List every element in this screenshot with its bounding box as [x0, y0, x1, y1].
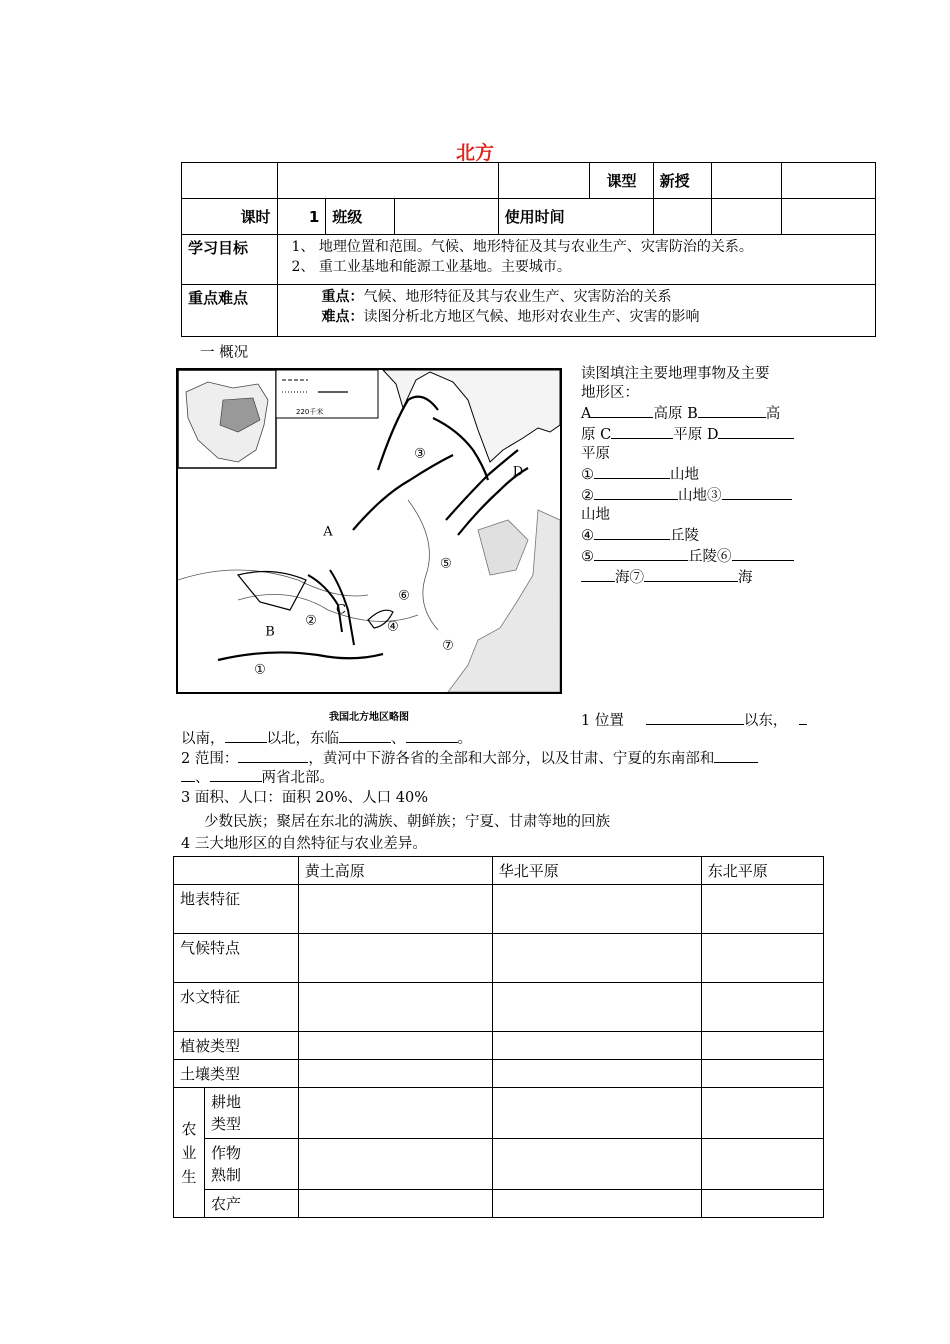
range-qinling	[218, 652, 383, 660]
section-heading: 一 概况	[200, 345, 249, 361]
label-D: D	[512, 464, 524, 480]
row-farmland: 耕地 类型	[205, 1088, 299, 1139]
north-china-map	[176, 368, 562, 694]
comparison-table	[173, 856, 824, 1218]
range-yinshan	[353, 455, 453, 530]
label-2: ②	[305, 613, 317, 629]
label-1: ①	[254, 662, 266, 678]
label-B: B	[265, 624, 275, 640]
key-label: 重点：	[321, 289, 364, 305]
label-C: C	[336, 602, 346, 618]
loess-outline	[238, 571, 306, 610]
label-3: ③	[414, 446, 426, 462]
label-A: A	[323, 524, 333, 540]
label-6: ⑥	[398, 588, 410, 604]
time-label: 使用时间	[498, 199, 653, 235]
agri-label: 农 业 生	[174, 1088, 205, 1218]
map-fill-instructions: 读图填注主要地理事物及主要 地形区： A 高原 B 高 原 C 平原 D 平原 ① 山地 ② 山地③ 山地 ④ 丘陵 ⑤ 丘陵⑥ 海⑦ 海	[581, 365, 821, 588]
period-value: 1	[277, 199, 326, 235]
keys-label: 重点难点	[182, 285, 278, 337]
goal-1: 1、 地理位置和范围。气候、地形特征及其与农业生产、灾害防治的关系。	[291, 239, 753, 255]
map-scale: 220千米	[296, 408, 324, 416]
col-loess: 黄土高原	[298, 857, 492, 885]
key-text: 气候、地形特征及其与农业生产、灾害防治的关系	[363, 289, 672, 305]
range-question-line2: 、 两省北部。	[181, 767, 334, 788]
goals-label: 学习目标	[182, 235, 278, 285]
range-daxinganling	[378, 397, 438, 470]
class-label: 班级	[326, 199, 395, 235]
instruction-line-2: 地形区：	[581, 385, 639, 401]
row-soil: 土壤类型	[174, 1060, 299, 1088]
label-7: ⑦	[442, 638, 454, 654]
compare-title: 4 三大地形区的自然特征与农业差异。	[181, 836, 427, 852]
position-question: 1 位置 以东，	[581, 710, 807, 731]
col-north-china-plain: 华北平原	[492, 857, 701, 885]
lesson-header-table	[181, 162, 876, 337]
lesson-type-value: 新授	[653, 163, 712, 199]
page-title: 北方	[455, 142, 494, 164]
row-produce: 农产	[205, 1190, 299, 1218]
range-changbai-1	[446, 450, 518, 520]
row-vegetation: 植被类型	[174, 1032, 299, 1060]
row-surface: 地表特征	[174, 885, 299, 934]
label-4: ④	[387, 619, 399, 635]
row-hydrology: 水文特征	[174, 983, 299, 1032]
row-crop-cycle: 作物 熟制	[205, 1139, 299, 1190]
area-population: 3 面积、人口：面积 20%、人口 40%	[181, 790, 429, 806]
map-drawing	[178, 370, 560, 692]
goal-2: 2、 重工业基地和能源工业基地。主要城市。	[291, 259, 571, 275]
bohai-bay	[478, 520, 528, 575]
minority-groups: 少数民族；聚居在东北的满族、朝鲜族；宁夏、甘肃等地的回族	[204, 814, 610, 830]
legend-box	[276, 370, 378, 418]
range-question: 2 范围： ，黄河中下游各省的全部和大部分，以及甘肃、宁夏的东南部和	[181, 748, 758, 769]
row-climate: 气候特点	[174, 934, 299, 983]
lesson-type-label: 课型	[590, 163, 653, 199]
map-caption: 我国北方地区略图	[329, 712, 409, 723]
difficulty-label: 难点：	[321, 309, 364, 325]
position-question-line2: 以南， 以北，东临 、 。	[181, 728, 472, 749]
period-label: 课时	[182, 199, 278, 235]
instruction-line-1: 读图填注主要地理事物及主要	[581, 366, 770, 382]
col-northeast-plain: 东北平原	[701, 857, 823, 885]
difficulty-text: 读图分析北方地区气候、地形对农业生产、灾害的影响	[363, 309, 700, 325]
label-5: ⑤	[440, 556, 452, 572]
